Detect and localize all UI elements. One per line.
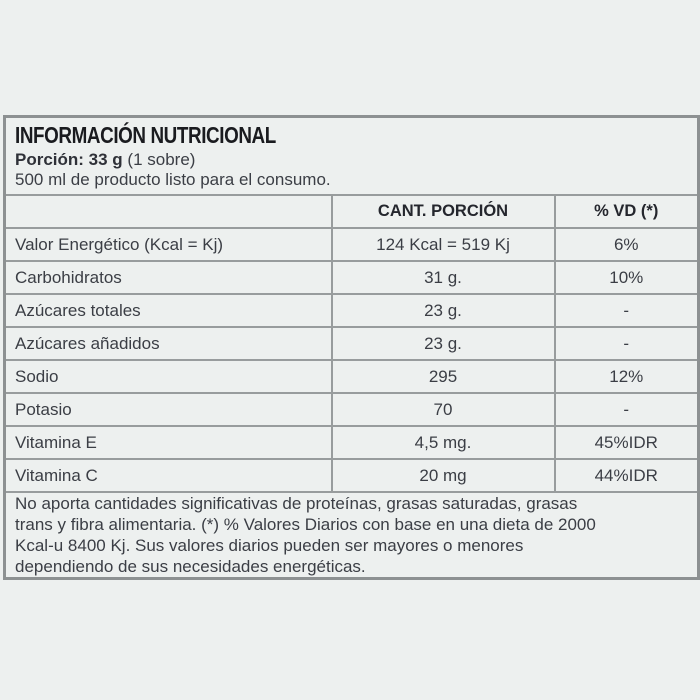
table-row: [5, 261, 699, 294]
table-row: [5, 228, 699, 261]
nutrient-name: Vitamina C: [5, 459, 332, 492]
footnote-line: No aporta cantidades significativas de proteínas, grasas saturadas, grasas: [15, 494, 578, 513]
table-row: [5, 393, 699, 426]
nutrient-name: Azúcares añadidos: [5, 327, 332, 360]
serving-note: 500 ml de producto listo para el consumo.: [15, 170, 331, 189]
column-header-row: [5, 195, 699, 228]
table-row: [5, 327, 699, 360]
nutrient-name: Carbohidratos: [5, 261, 332, 294]
nutrient-name: Sodio: [5, 360, 332, 393]
portion-size: Porción: 33 g: [15, 150, 123, 169]
portion-note: (1 sobre): [127, 150, 196, 169]
column-header-vd: % VD (*): [555, 195, 699, 228]
nutrient-vd: 45%IDR: [555, 426, 699, 459]
nutrient-vd: 44%IDR: [555, 459, 699, 492]
label-title: INFORMACIÓN NUTRICIONAL: [15, 122, 276, 148]
footnote-cell: [5, 492, 699, 579]
nutrient-amount: 295: [332, 360, 555, 393]
nutrient-vd: -: [555, 393, 699, 426]
nutrient-name: Vitamina E: [5, 426, 332, 459]
nutrient-amount: 4,5 mg.: [332, 426, 555, 459]
nutrient-name: Valor Energético (Kcal = Kj): [5, 228, 332, 261]
nutrient-vd: 12%: [555, 360, 699, 393]
footnote-row: [5, 492, 699, 579]
table-row: [5, 360, 699, 393]
nutrient-amount: 20 mg: [332, 459, 555, 492]
nutrient-vd: 6%: [555, 228, 699, 261]
nutrient-amount: 70: [332, 393, 555, 426]
nutrient-amount: 124 Kcal = 519 Kj: [332, 228, 555, 261]
portion-line: [15, 150, 688, 170]
footnote-line: dependiendo de sus necesidades energéticas.: [15, 557, 366, 576]
nutrient-amount: 31 g.: [332, 261, 555, 294]
nutrition-facts-table: [3, 115, 700, 580]
intro-row: [5, 117, 699, 196]
nutrient-name: Azúcares totales: [5, 294, 332, 327]
footnote-line: trans y fibra alimentaria. (*) % Valores Diarios con base en una dieta de 2000: [15, 515, 596, 534]
table-row: [5, 459, 699, 492]
table-row: [5, 294, 699, 327]
nutrient-name: Potasio: [5, 393, 332, 426]
nutrient-vd: 10%: [555, 261, 699, 294]
table-row: [5, 426, 699, 459]
nutrient-amount: 23 g.: [332, 294, 555, 327]
column-header-amount: CANT. PORCIÓN: [332, 195, 555, 228]
footnote-line: Kcal-u 8400 Kj. Sus valores diarios pueden ser mayores o menores: [15, 536, 524, 555]
nutrient-amount: 23 g.: [332, 327, 555, 360]
intro-cell: [5, 117, 699, 196]
nutrient-vd: -: [555, 294, 699, 327]
column-header-blank: [5, 195, 332, 228]
nutrient-vd: -: [555, 327, 699, 360]
